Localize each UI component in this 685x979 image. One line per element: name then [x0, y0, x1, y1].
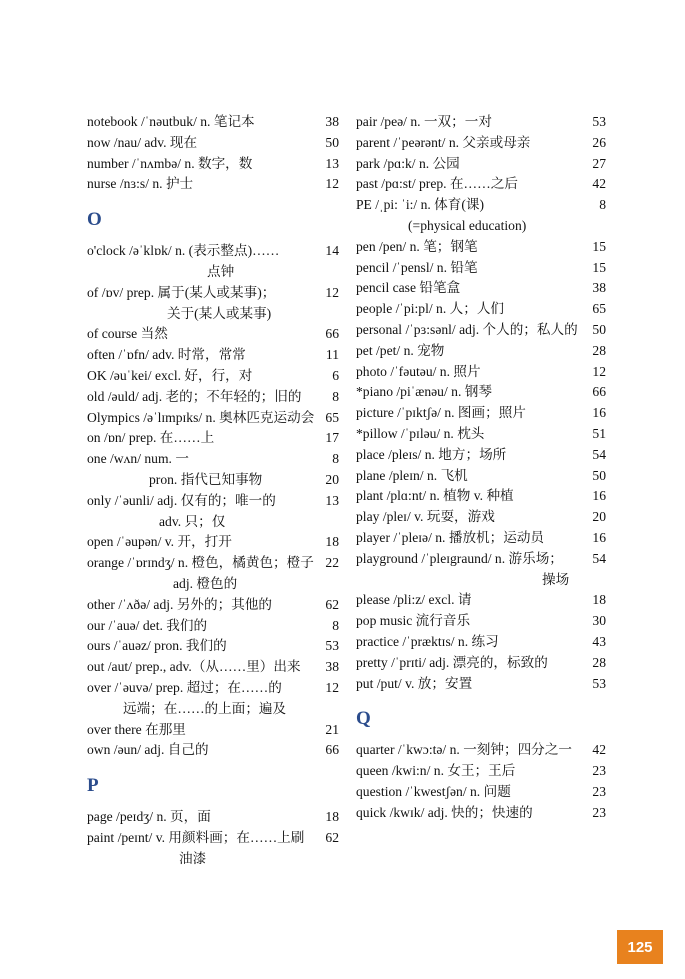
entry-page-number: 42 — [592, 742, 606, 758]
entry-text: old /əuld/ adj. 老的；不年轻的；旧的 — [87, 388, 302, 404]
entry-page-number: 38 — [325, 114, 339, 129]
entry-text: park /pɑ:k/ n. 公园 — [356, 155, 460, 171]
entry-text: PE /ˌpi: ˈi:/ n. 体育(课) — [356, 197, 484, 213]
entry-text: pair /peə/ n. 一双；一对 — [356, 114, 492, 129]
glossary-entry — [87, 595, 339, 616]
entry-page-number: 62 — [325, 829, 339, 845]
entry-text: one /wʌn/ num. 一 — [87, 451, 189, 467]
entry-page-number: 30 — [592, 613, 606, 629]
glossary-entry — [356, 611, 606, 632]
glossary-entry — [356, 782, 606, 803]
glossary-entry — [356, 195, 606, 216]
page-number: 125 — [617, 930, 663, 964]
entry-continuation: 油漆 — [179, 850, 207, 866]
glossary-entry — [87, 324, 339, 345]
glossary-entry — [87, 133, 339, 154]
entry-page-number: 50 — [592, 467, 606, 483]
glossary-entry — [87, 345, 339, 366]
entry-text: page /peɪdʒ/ n. 页，面 — [87, 809, 211, 825]
entry-page-number: 53 — [592, 114, 606, 129]
entry-page-number: 12 — [325, 284, 339, 300]
glossary-entry — [356, 382, 606, 403]
entry-text: notebook /ˈnəutbuk/ n. 笔记本 — [87, 114, 255, 129]
glossary-entry — [356, 174, 606, 195]
entry-page-number: 16 — [592, 529, 606, 545]
entry-text: over there 在那里 — [87, 721, 186, 737]
entry-page-number: 18 — [325, 534, 339, 550]
glossary-entry — [356, 445, 606, 466]
entry-text: past /pɑ:st/ prep. 在……之后 — [356, 176, 518, 192]
glossary-entry — [356, 466, 606, 487]
entry-text: pen /pen/ n. 笔；钢笔 — [356, 238, 478, 254]
entry-page-number: 28 — [592, 654, 606, 670]
entry-page-number: 16 — [592, 488, 606, 504]
entry-page-number: 12 — [592, 363, 606, 379]
entry-page-number: 21 — [325, 721, 339, 737]
entry-text: over /ˈəuvə/ prep. 超过；在……的 — [87, 679, 282, 695]
glossary-entry — [356, 341, 606, 362]
entry-page-number: 23 — [592, 804, 606, 820]
glossary-entry — [87, 636, 339, 657]
entry-text: ours /ˈauəz/ pron. 我们的 — [87, 638, 227, 654]
glossary-entry — [87, 387, 339, 408]
glossary-entry — [356, 761, 606, 782]
entry-page-number: 8 — [332, 388, 339, 404]
entry-page-number: 11 — [325, 347, 339, 363]
entry-page-number: 15 — [592, 238, 606, 254]
section-letter: Q — [356, 708, 371, 730]
entry-text: player /ˈpleɪə/ n. 播放机；运动员 — [356, 529, 545, 545]
entry-page-number: 54 — [592, 446, 606, 462]
entry-page-number: 15 — [592, 259, 606, 275]
entry-text: Olympics /əˈlɪmpɪks/ n. 奥林匹克运动会 — [87, 409, 315, 425]
glossary-entry — [87, 283, 339, 304]
entry-text: plant /plɑ:nt/ n. 植物 v. 种植 — [356, 488, 514, 504]
entry-page-number: 20 — [325, 471, 339, 487]
glossary-entry — [356, 740, 606, 761]
entry-page-number: 13 — [325, 155, 339, 171]
left-column — [87, 112, 339, 870]
entry-page-number: 23 — [592, 783, 606, 799]
glossary-entry — [356, 237, 606, 258]
entry-text: parent /ˈpeərənt/ n. 父亲或母亲 — [356, 134, 531, 150]
entry-page-number: 26 — [592, 134, 606, 150]
entry-page-number: 66 — [325, 742, 339, 758]
entry-text: place /pleɪs/ n. 地方；场所 — [356, 446, 507, 462]
entry-page-number: 20 — [592, 509, 606, 525]
entry-text: *piano /piˈænəu/ n. 钢琴 — [356, 384, 492, 400]
entry-text: orange /ˈɒrɪndʒ/ n. 橙色，橘黄色；橙子 — [87, 555, 314, 571]
entry-text: nurse /nɜ:s/ n. 护士 — [87, 176, 194, 192]
entry-page-number: 51 — [592, 425, 606, 441]
glossary-entry — [87, 241, 339, 262]
entry-text: picture /ˈpɪktʃə/ n. 图画；照片 — [356, 405, 526, 421]
glossary-entry — [87, 112, 339, 133]
glossary-entry — [87, 720, 339, 741]
glossary-entry — [87, 678, 339, 699]
glossary-entry — [356, 549, 606, 570]
entry-text: people /ˈpi:pl/ n. 人；人们 — [356, 301, 505, 317]
glossary-entry — [87, 408, 339, 429]
entry-text: often /ˈɒfn/ adv. 时常，常常 — [87, 347, 246, 363]
entry-text: playground /ˈpleɪgraund/ n. 游乐场； — [356, 550, 563, 566]
glossary-entry — [87, 828, 339, 849]
entry-text: quick /kwɪk/ adj. 快的；快速的 — [356, 804, 533, 820]
entry-continuation: 操场 — [542, 571, 570, 587]
entry-page-number: 62 — [325, 596, 339, 612]
glossary-entry — [87, 616, 339, 637]
glossary-entry — [87, 740, 339, 761]
entry-text: OK /əuˈkei/ excl. 好，行，对 — [87, 367, 253, 383]
entry-text: question /ˈkwestʃən/ n. 问题 — [356, 783, 511, 799]
entry-page-number: 23 — [592, 763, 606, 779]
glossary-entry — [356, 299, 606, 320]
entry-continuation: 点钟 — [207, 263, 235, 279]
entry-text: number /ˈnʌmbə/ n. 数字，数 — [87, 155, 253, 171]
section-letter: P — [87, 775, 99, 797]
entry-text: of /ɒv/ prep. 属于(某人或某事)； — [87, 284, 276, 300]
entry-page-number: 8 — [332, 451, 339, 467]
entry-text: pretty /ˈprɪti/ adj. 漂亮的，标致的 — [356, 654, 548, 670]
glossary-entry — [87, 657, 339, 678]
entry-page-number: 38 — [325, 659, 339, 675]
entry-text: queen /kwi:n/ n. 女王；王后 — [356, 763, 516, 779]
entry-text: pencil /ˈpensl/ n. 铅笔 — [356, 259, 478, 275]
glossary-entry — [87, 366, 339, 387]
entry-page-number: 22 — [325, 555, 339, 571]
glossary-entry — [356, 528, 606, 549]
glossary-entry — [87, 174, 339, 195]
entry-text: on /ɒn/ prep. 在……上 — [87, 430, 215, 446]
glossary-entry — [356, 590, 606, 611]
entry-page-number: 18 — [325, 809, 339, 825]
entry-page-number: 38 — [592, 280, 606, 296]
glossary-entry — [87, 428, 339, 449]
glossary-entry — [356, 674, 606, 695]
entry-page-number: 53 — [325, 638, 339, 654]
entry-text: play /pleɪ/ v. 玩耍，游戏 — [356, 509, 495, 525]
entry-page-number: 53 — [592, 675, 606, 691]
glossary-entry — [87, 532, 339, 553]
entry-page-number: 54 — [592, 550, 606, 566]
glossary-entry — [356, 653, 606, 674]
entry-page-number: 27 — [592, 155, 606, 171]
entry-text: plane /pleɪn/ n. 飞机 — [356, 467, 468, 483]
glossary-entry — [356, 507, 606, 528]
entry-page-number: 16 — [592, 405, 606, 421]
glossary-entry — [87, 154, 339, 175]
entry-text: open /ˈəupən/ v. 开，打开 — [87, 534, 232, 550]
entry-page-number: 66 — [325, 326, 339, 342]
entry-text: pet /pet/ n. 宠物 — [356, 342, 445, 358]
entry-text: of course 当然 — [87, 326, 168, 342]
entry-page-number: 42 — [592, 176, 606, 192]
entry-page-number: 12 — [325, 679, 339, 695]
entry-page-number: 18 — [592, 592, 606, 608]
glossary-entry — [356, 278, 606, 299]
entry-continuation: adj. 橙色的 — [173, 575, 238, 591]
entry-text: put /put/ v. 放；安置 — [356, 675, 473, 691]
glossary-entry — [87, 491, 339, 512]
entry-text: quarter /ˈkwɔ:tə/ n. 一刻钟；四分之一 — [356, 742, 572, 758]
entry-text: other /ˈʌðə/ adj. 另外的；其他的 — [87, 596, 272, 612]
entry-page-number: 65 — [592, 301, 606, 317]
entry-text: now /nau/ adv. 现在 — [87, 134, 198, 150]
entry-continuation: adv. 只；仅 — [159, 513, 226, 529]
entry-text: photo /ˈfəutəu/ n. 照片 — [356, 363, 481, 379]
entry-text: practice /ˈpræktɪs/ n. 练习 — [356, 633, 499, 649]
right-column — [356, 112, 606, 824]
glossary-entry — [356, 403, 606, 424]
entry-page-number: 50 — [325, 134, 339, 150]
glossary-entry — [356, 803, 606, 824]
entry-text: please /pli:z/ excl. 请 — [356, 592, 472, 608]
entry-text: pencil case 铅笔盒 — [356, 280, 461, 296]
entry-text: paint /peɪnt/ v. 用颜料画；在……上刷 — [87, 829, 305, 845]
entry-page-number: 43 — [592, 633, 606, 649]
entry-text: pop music 流行音乐 — [356, 613, 471, 629]
entry-page-number: 14 — [325, 243, 339, 259]
entry-continuation: 远端；在……的上面；遍及 — [123, 700, 287, 716]
glossary-entry — [356, 424, 606, 445]
glossary-entry — [356, 112, 606, 133]
entry-continuation: (=physical education) — [408, 217, 527, 233]
entry-page-number: 66 — [592, 384, 606, 400]
entry-page-number: 13 — [325, 492, 339, 508]
section-letter: O — [87, 209, 102, 231]
entry-text: personal /ˈpɜ:sənl/ adj. 个人的；私人的 — [356, 321, 578, 337]
entry-text: o'clock /əˈklɒk/ n. (表示整点)…… — [87, 243, 280, 259]
glossary-entry — [356, 258, 606, 279]
entry-text: out /aut/ prep., adv.（从……里）出来 — [87, 659, 301, 675]
glossary-entry — [356, 362, 606, 383]
entry-text: pron. 指代已知事物 — [149, 471, 263, 487]
glossary-entry — [87, 553, 339, 574]
glossary-entry — [87, 470, 339, 491]
entry-page-number: 17 — [325, 430, 339, 446]
glossary-entry — [356, 154, 606, 175]
entry-page-number: 28 — [592, 342, 606, 358]
glossary-entry — [356, 320, 606, 341]
glossary-entry — [356, 632, 606, 653]
entry-text: own /əun/ adj. 自己的 — [87, 742, 209, 758]
entry-page-number: 65 — [325, 409, 339, 425]
entry-page-number: 6 — [332, 367, 339, 383]
glossary-entry — [356, 486, 606, 507]
entry-page-number: 8 — [332, 617, 339, 633]
glossary-entry — [87, 807, 339, 828]
entry-text: *pillow /ˈpɪləu/ n. 枕头 — [356, 425, 485, 441]
glossary-entry — [356, 133, 606, 154]
entry-page-number: 50 — [592, 321, 606, 337]
glossary-entry — [87, 449, 339, 470]
entry-text: our /ˈauə/ det. 我们的 — [87, 617, 208, 633]
entry-text: only /ˈəunli/ adj. 仅有的；唯一的 — [87, 492, 276, 508]
entry-page-number: 8 — [599, 197, 606, 213]
entry-continuation: 关于(某人或某事) — [167, 305, 272, 321]
entry-page-number: 12 — [325, 176, 339, 192]
